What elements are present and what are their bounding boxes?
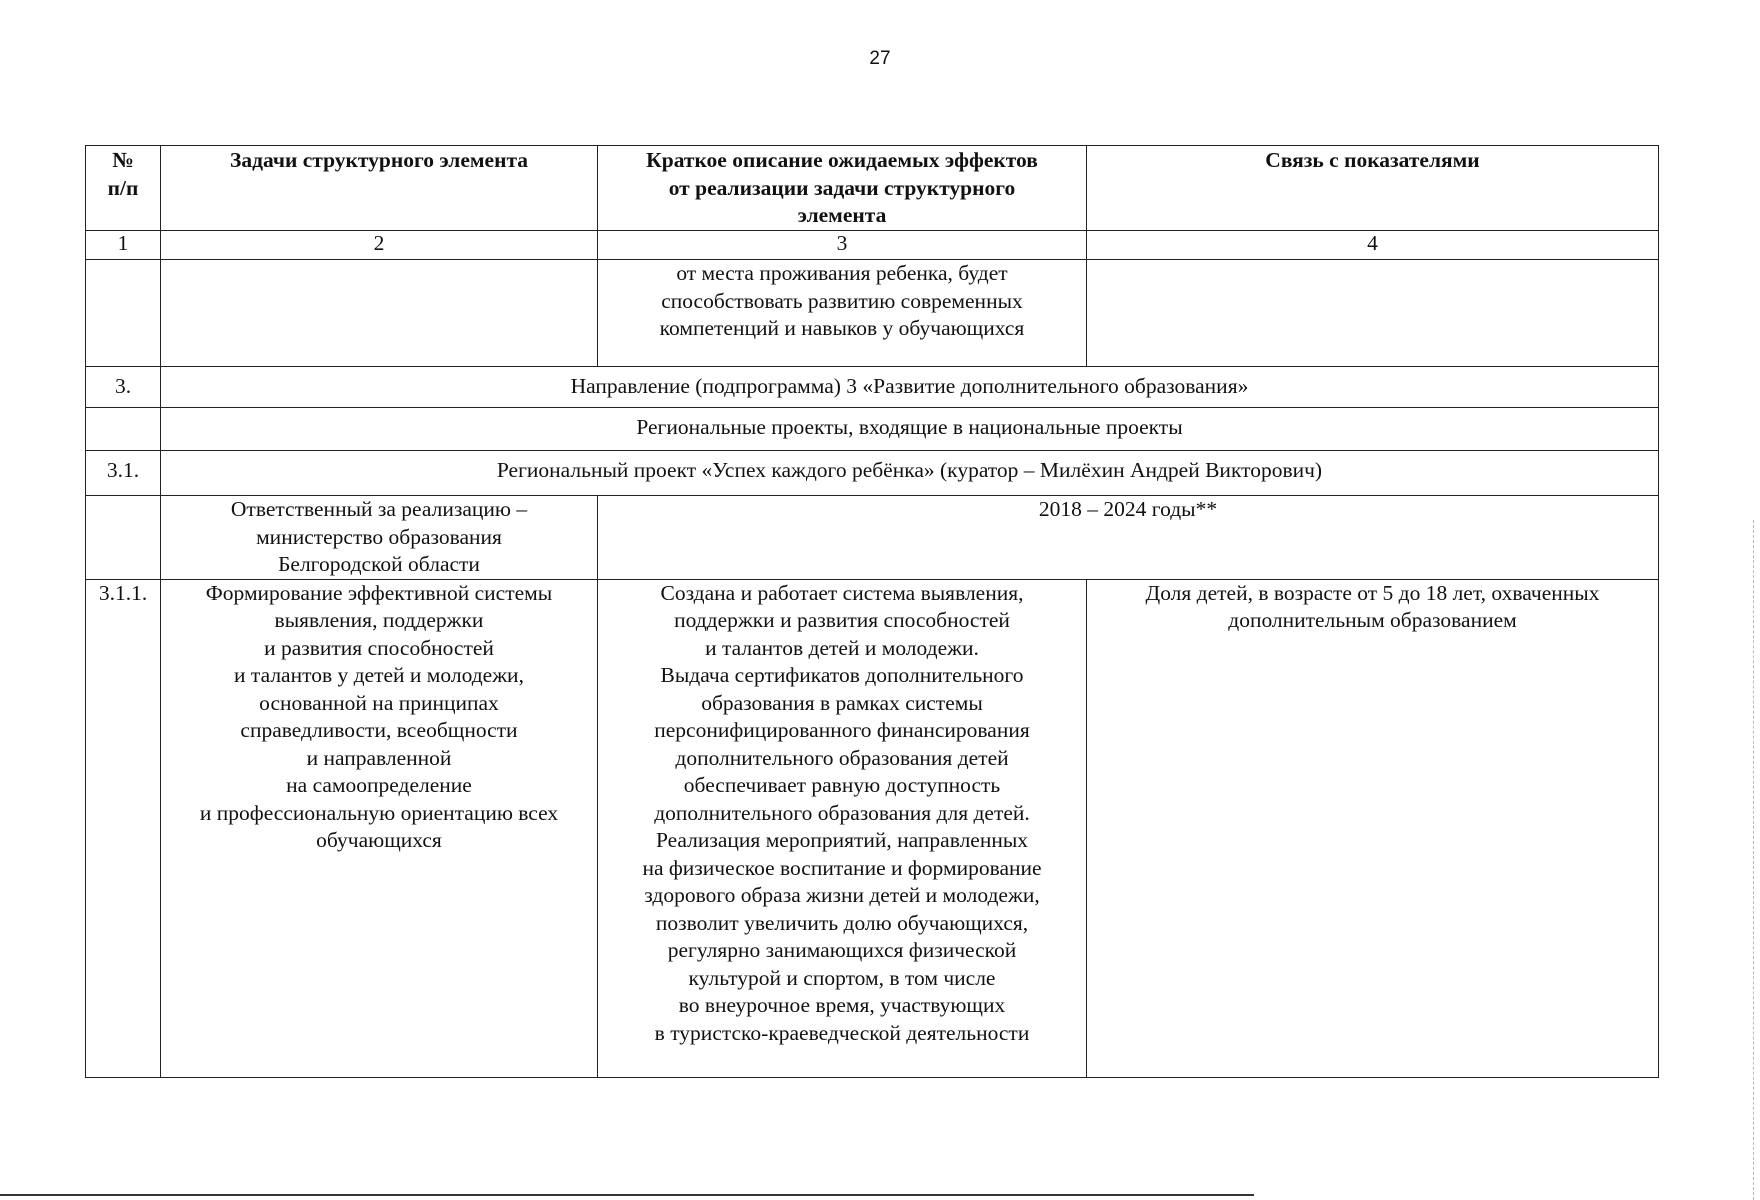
structural-element-table (85, 145, 1659, 1078)
implementation-period: 2018 – 2024 годы** (598, 496, 1659, 580)
task-indicators: Доля детей, в возрасте от 5 до 18 лет, охваченных дополнительным образованием (1087, 579, 1659, 1077)
task-row (86, 579, 1659, 1077)
table-header-row (86, 146, 1659, 231)
task-description: Формирование эффективной системы выявления, поддержки и развития способностей и талантов у детей и молодежи, основанной на принципах справедливости, всеобщности и направленной на самоопределение и профессиональную ориентацию всех обучающихся (161, 579, 598, 1077)
column-number-4: 4 (1087, 231, 1659, 260)
continuation-row (86, 260, 1659, 367)
responsible-number-cell (86, 496, 161, 580)
direction-number: 3. (86, 367, 161, 408)
task-effects: Создана и работает система выявления, поддержки и развития способностей и талантов детей и молодежи. Выдача сертификатов дополнительного образования в рамках системы персонифицированного финансирования дополнительного образования детей обеспечивает равную доступность дополнительного образования для детей. Реализация мероприятий, направленных на физическое воспитание и формирование здорового образа жизни детей и молодежи, позволит увеличить долю обучающихся, регулярно занимающихся физической культурой и спортом, в том числе во внеурочное время, участвующих в туристско-краеведческой деятельности (598, 579, 1087, 1077)
regional-projects-title: Региональные проекты, входящие в национальные проекты (161, 408, 1659, 451)
project-title: Региональный проект «Успех каждого ребёнка» (куратор – Милёхин Андрей Викторович) (161, 451, 1659, 496)
column-number-2: 2 (161, 231, 598, 260)
project-row (86, 451, 1659, 496)
column-number-1: 1 (86, 231, 161, 260)
regional-projects-row (86, 408, 1659, 451)
continuation-task-cell (161, 260, 598, 367)
page-number: 27 (869, 48, 891, 69)
continuation-effects-cell: от места проживания ребенка, будет способствовать развитию современных компетенций и навыков у обучающихся (598, 260, 1087, 367)
responsible-row (86, 496, 1659, 580)
column-number-row (86, 231, 1659, 260)
task-number: 3.1.1. (86, 579, 161, 1077)
direction-title: Направление (подпрограмма) 3 «Развитие дополнительного образования» (161, 367, 1659, 408)
regional-projects-number-cell (86, 408, 161, 451)
bottom-divider-line (0, 1194, 1254, 1196)
scan-margin-line (1753, 520, 1755, 1200)
header-effects: Краткое описание ожидаемых эффектов от реализации задачи структурного элемента (598, 146, 1087, 231)
project-number: 3.1. (86, 451, 161, 496)
header-indicators: Связь с показателями (1087, 146, 1659, 231)
column-number-3: 3 (598, 231, 1087, 260)
direction-row (86, 367, 1659, 408)
continuation-indicators-cell (1087, 260, 1659, 367)
responsible-executor: Ответственный за реализацию – министерство образования Белгородской области (161, 496, 598, 580)
continuation-number-cell (86, 260, 161, 367)
header-tasks: Задачи структурного элемента (161, 146, 598, 231)
header-number: № п/п (86, 146, 161, 231)
